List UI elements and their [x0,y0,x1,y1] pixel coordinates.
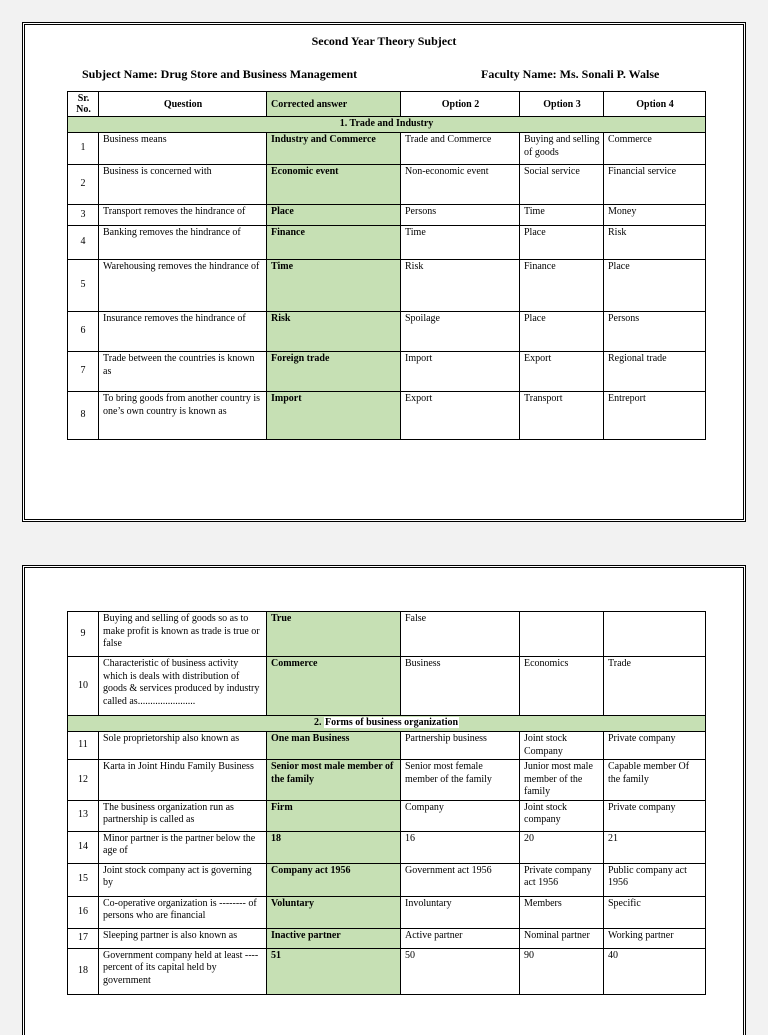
question-cell: Joint stock company act is governing by [99,863,267,896]
row-number: 18 [68,948,99,994]
option-2-cell: Export [401,392,520,440]
question-cell: Sleeping partner is also known as [99,928,267,948]
row-number: 6 [68,312,99,352]
option-4-cell: Money [604,205,706,226]
row-number: 16 [68,896,99,928]
row-number: 2 [68,165,99,205]
section-title: Trade and Industry [349,118,434,130]
table-row [68,312,706,352]
table-row [68,800,706,831]
row-number: 7 [68,352,99,392]
section-header-forms-of-business-organization [68,716,706,732]
answer-cell: Import [267,392,401,440]
question-cell: Warehousing removes the hindrance of [99,260,267,312]
table-row [68,352,706,392]
option-3-cell: Transport [520,392,604,440]
option-2-cell: 16 [401,831,520,863]
question-cell: Characteristic of business activity which is deals with distribution of goods & services produced by industry called as....................... [99,657,267,716]
question-cell: Karta in Joint Hindu Family Business [99,760,267,801]
option-4-cell: Persons [604,312,706,352]
answer-cell: 18 [267,831,401,863]
question-cell: The business organization run as partnership is called as [99,800,267,831]
answer-cell: Inactive partner [267,928,401,948]
table-row [68,948,706,994]
table-row [68,226,706,260]
answer-cell: Time [267,260,401,312]
option-2-cell: Partnership business [401,732,520,760]
table-row [68,392,706,440]
option-4-cell: Private company [604,732,706,760]
answer-cell: Place [267,205,401,226]
question-cell: Insurance removes the hindrance of [99,312,267,352]
option-2-cell: Government act 1956 [401,863,520,896]
option-2-cell: False [401,612,520,657]
option-3-cell: Junior most male member of the family [520,760,604,801]
option-4-cell [604,612,706,657]
answer-cell: Economic event [267,165,401,205]
option-3-cell: Export [520,352,604,392]
row-number: 10 [68,657,99,716]
row-number: 14 [68,831,99,863]
answer-cell: Foreign trade [267,352,401,392]
answer-cell: Senior most male member of the family [267,760,401,801]
row-number: 17 [68,928,99,948]
answer-cell: Firm [267,800,401,831]
question-cell: Sole proprietorship also known as [99,732,267,760]
section-number: 1. [339,118,348,130]
row-number: 8 [68,392,99,440]
option-3-cell: Social service [520,165,604,205]
option-2-cell: Persons [401,205,520,226]
answer-cell: Risk [267,312,401,352]
option-2-cell: Business [401,657,520,716]
row-number: 15 [68,863,99,896]
table-row [68,896,706,928]
table-row [68,205,706,226]
answer-cell: 51 [267,948,401,994]
option-2-cell: Non-economic event [401,165,520,205]
option-4-cell: Specific [604,896,706,928]
question-cell: Business is concerned with [99,165,267,205]
option-3-cell [520,612,604,657]
option-2-cell: 50 [401,948,520,994]
question-cell: Business means [99,133,267,165]
option-3-cell: Joint stock company [520,800,604,831]
row-number: 4 [68,226,99,260]
question-cell: Co-operative organization is -------- of persons who are financial [99,896,267,928]
question-cell: Trade between the countries is known as [99,352,267,392]
header-option-2: Option 2 [401,92,520,117]
subject-name: Subject Name: Drug Store and Business Management [82,67,358,81]
option-3-cell: 20 [520,831,604,863]
question-cell: Minor partner is the partner below the age of [99,831,267,863]
option-2-cell: Company [401,800,520,831]
row-number: 13 [68,800,99,831]
option-4-cell: Working partner [604,928,706,948]
option-4-cell: Public company act 1956 [604,863,706,896]
document-page-1 [22,22,746,522]
answer-cell: Finance [267,226,401,260]
table-row [68,165,706,205]
option-3-cell: Joint stock Company [520,732,604,760]
row-number: 9 [68,612,99,657]
question-cell: To bring goods from another country is one’s own country is known as [99,392,267,440]
option-4-cell: Regional trade [604,352,706,392]
question-cell: Banking removes the hindrance of [99,226,267,260]
row-number: 5 [68,260,99,312]
answer-cell: Industry and Commerce [267,133,401,165]
header-question: Question [99,92,267,117]
question-table-1 [67,91,706,440]
table-row [68,133,706,165]
option-4-cell: Financial service [604,165,706,205]
table-row [68,928,706,948]
option-3-cell: Economics [520,657,604,716]
option-3-cell: Time [520,205,604,226]
option-2-cell: Trade and Commerce [401,133,520,165]
option-2-cell: Involuntary [401,896,520,928]
row-number: 11 [68,732,99,760]
option-4-cell: 40 [604,948,706,994]
answer-cell: True [267,612,401,657]
table-row [68,657,706,716]
table-row [68,831,706,863]
option-2-cell: Import [401,352,520,392]
table-row [68,732,706,760]
option-4-cell: Capable member Of the family [604,760,706,801]
section-header-trade-and-industry [68,117,706,133]
table-row [68,760,706,801]
table-row [68,863,706,896]
section-title: Forms of business organization [324,717,459,729]
option-4-cell: Entreport [604,392,706,440]
question-table-2 [67,611,706,995]
option-2-cell: Senior most female member of the family [401,760,520,801]
answer-cell: Voluntary [267,896,401,928]
option-3-cell: Members [520,896,604,928]
option-3-cell: Private company act 1956 [520,863,604,896]
table-row [68,612,706,657]
table-header-row [68,92,706,117]
table-row [68,260,706,312]
faculty-name: Faculty Name: Ms. Sonali P. Walse [481,67,660,81]
option-2-cell: Time [401,226,520,260]
header-corrected-answer: Corrected answer [267,92,401,117]
question-cell: Government company held at least ---- percent of its capital held by government [99,948,267,994]
answer-cell: Commerce [267,657,401,716]
option-4-cell: Commerce [604,133,706,165]
row-number: 3 [68,205,99,226]
option-3-cell: Buying and selling of goods [520,133,604,165]
page-title: Second Year Theory Subject [311,34,457,48]
option-3-cell: Place [520,312,604,352]
option-2-cell: Risk [401,260,520,312]
section-number: 2. [313,717,322,729]
row-number: 1 [68,133,99,165]
answer-cell: One man Business [267,732,401,760]
option-2-cell: Spoilage [401,312,520,352]
option-2-cell: Active partner [401,928,520,948]
option-4-cell: 21 [604,831,706,863]
question-cell: Transport removes the hindrance of [99,205,267,226]
option-3-cell: Nominal partner [520,928,604,948]
row-number: 12 [68,760,99,801]
answer-cell: Company act 1956 [267,863,401,896]
document-page-2 [22,565,746,1035]
option-3-cell: Finance [520,260,604,312]
option-3-cell: Place [520,226,604,260]
header-option-4: Option 4 [604,92,706,117]
header-sr-no: Sr. No. [68,92,99,117]
option-4-cell: Private company [604,800,706,831]
question-cell: Buying and selling of goods so as to make profit is known as trade is true or false [99,612,267,657]
header-option-3: Option 3 [520,92,604,117]
option-4-cell: Place [604,260,706,312]
option-4-cell: Risk [604,226,706,260]
option-3-cell: 90 [520,948,604,994]
option-4-cell: Trade [604,657,706,716]
